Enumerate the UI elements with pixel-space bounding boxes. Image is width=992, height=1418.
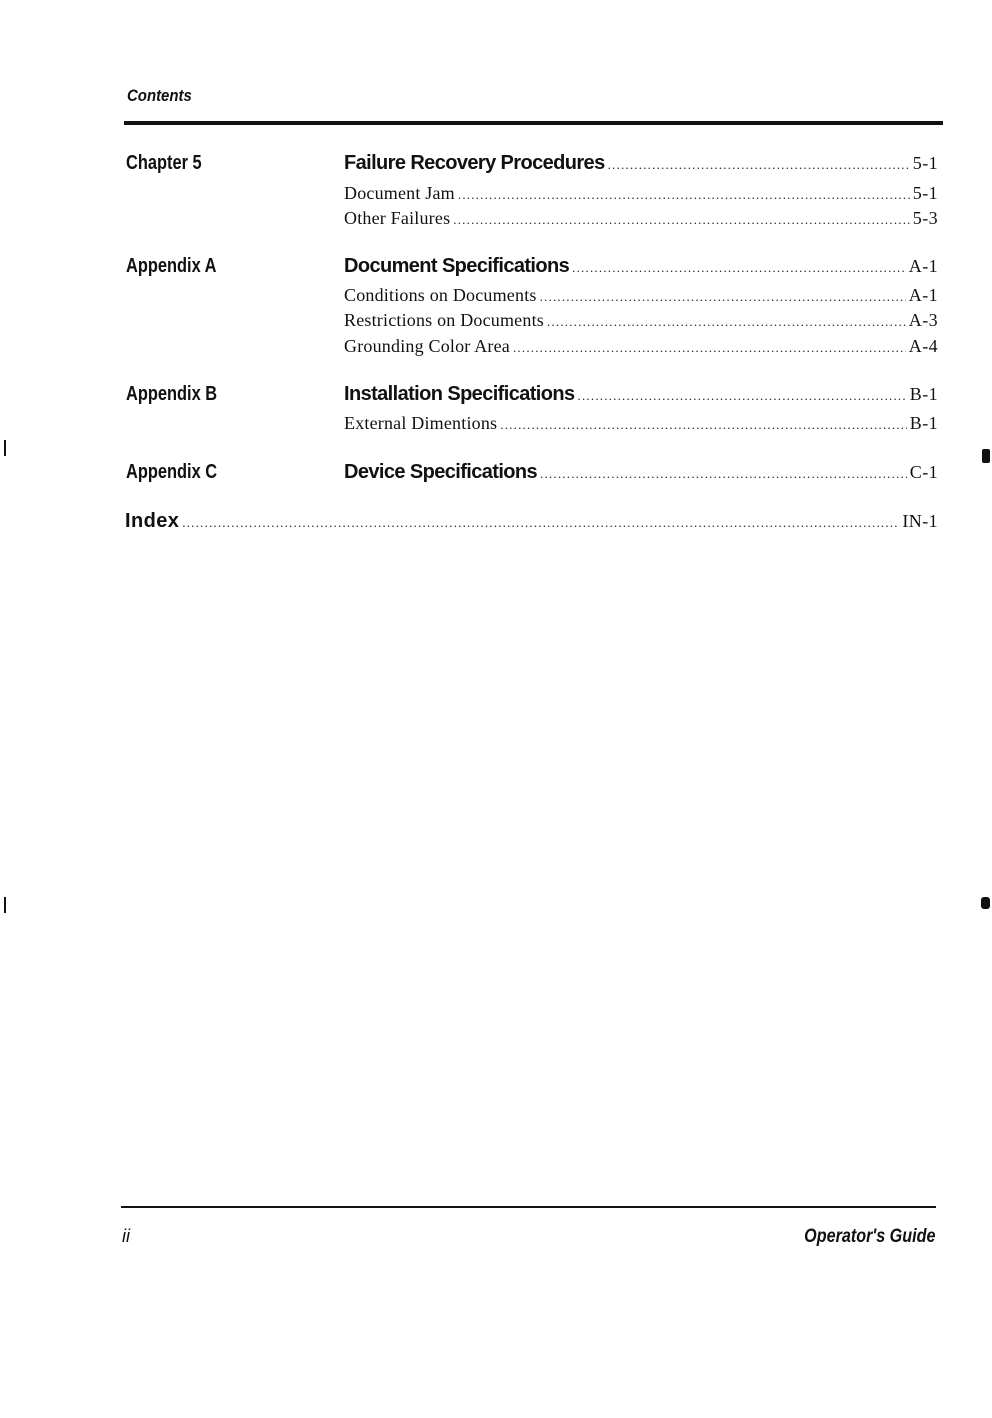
dot-leader — [572, 260, 906, 276]
footer-page-number: ii — [122, 1226, 130, 1246]
toc-sub-entry[interactable] — [344, 336, 938, 357]
dot-leader — [547, 314, 906, 330]
toc-entry-title: Conditions on Documents — [344, 285, 537, 305]
toc-entry-title: Index — [125, 510, 180, 532]
dot-leader — [513, 340, 906, 356]
page-header-title: Contents — [127, 86, 192, 105]
footer-guide-title: Operator's Guide — [803, 1226, 935, 1247]
dot-leader — [608, 157, 910, 173]
toc-main-entry[interactable] — [344, 383, 938, 406]
section-label: Appendix B — [126, 383, 218, 405]
toc-entry-page: 5-3 — [912, 208, 938, 228]
toc-sub-entry[interactable] — [344, 183, 938, 204]
toc-entry-title: Failure Recovery Procedures — [344, 152, 605, 174]
section-label: Chapter 5 — [126, 152, 202, 174]
toc-entry-title: Restrictions on Documents — [344, 310, 544, 330]
scan-mark — [982, 449, 990, 463]
toc-entry-title: Other Failures — [344, 208, 451, 228]
section-label: Appendix A — [126, 255, 217, 277]
toc-entry-page: A-1 — [908, 285, 938, 305]
toc-main-entry[interactable] — [344, 461, 938, 484]
toc-main-entry[interactable] — [344, 255, 938, 278]
toc-entry-title: Installation Specifications — [344, 383, 575, 405]
section-label: Appendix C — [126, 461, 218, 483]
dot-leader — [578, 388, 907, 404]
toc-entry-page: A-3 — [908, 310, 938, 330]
toc-entry-page: C-1 — [909, 462, 938, 482]
footer-rule — [121, 1206, 936, 1208]
dot-leader — [540, 466, 907, 482]
dot-leader — [453, 212, 910, 228]
toc-entry-title: Device Specifications — [344, 461, 538, 483]
toc-index-entry[interactable] — [125, 510, 938, 533]
dot-leader — [500, 417, 907, 433]
toc-main-entry[interactable] — [344, 152, 938, 175]
toc-entry-page: B-1 — [909, 413, 938, 433]
toc-entry-page: A-1 — [908, 256, 938, 276]
toc-sub-entry[interactable] — [344, 413, 938, 434]
toc-entry-page: 5-1 — [912, 183, 938, 203]
toc-sub-entry[interactable] — [344, 285, 938, 306]
toc-entry-title: Document Jam — [344, 183, 455, 203]
toc-entry-page: 5-1 — [912, 153, 938, 173]
toc-entry-page: A-4 — [908, 336, 938, 356]
header-rule — [124, 121, 943, 125]
toc-entry-title: Document Specifications — [344, 255, 570, 277]
dot-leader — [458, 187, 910, 203]
dot-leader — [182, 515, 899, 531]
dot-leader — [540, 289, 906, 305]
toc-sub-entry[interactable] — [344, 310, 938, 331]
toc-entry-page: B-1 — [909, 384, 938, 404]
toc-sub-entry[interactable] — [344, 208, 938, 229]
scan-mark — [4, 440, 6, 456]
toc-entry-title: External Dimentions — [344, 413, 498, 433]
toc-entry-title: Grounding Color Area — [344, 336, 510, 356]
toc-entry-page: IN-1 — [902, 511, 938, 531]
scan-mark — [981, 897, 990, 909]
scan-mark — [4, 897, 6, 913]
